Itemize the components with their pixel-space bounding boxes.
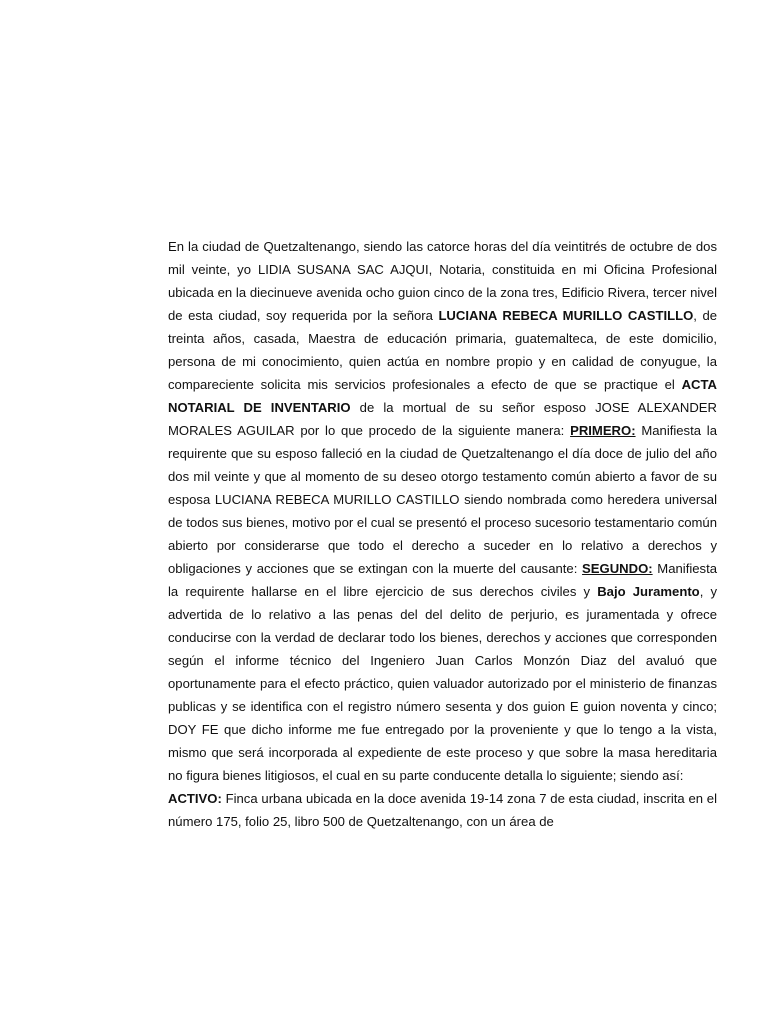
- acta-title: ACTA NOTARIAL DE INVENTARIO: [168, 377, 717, 415]
- heading-segundo: SEGUNDO:: [582, 561, 653, 576]
- heading-primero: PRIMERO:: [570, 423, 636, 438]
- paragraph-activo: [168, 787, 717, 833]
- paragraph-acta-intro: [168, 235, 717, 787]
- text-run: Finca urbana ubicada en la doce avenida 19-14 zona 7 de esta ciudad, inscrita en el número 175, folio 25, libro 500 de Quetzaltenango, con un área de: [168, 791, 717, 829]
- document-body: [168, 235, 717, 833]
- text-run: Manifiesta la requirente hallarse en el libre ejercicio de sus derechos civiles y: [168, 561, 717, 599]
- text-run: Manifiesta la requirente que su esposo falleció en la ciudad de Quetzaltenango el día doce de julio del año dos mil veinte y que al momento de su deseo otorgo testamento común abierto a favor de su esposa LUCIANA REBECA MURILLO CASTILLO siendo nombrada como heredera universal de todos sus bienes, motivo por el cual se presentó el proceso sucesorio testamentario común abierto por considerarse que todo el derecho a suceder en lo relativo a derechos y obligaciones y acciones que se extingan con la muerte del causante:: [168, 423, 717, 576]
- requirente-name: LUCIANA REBECA MURILLO CASTILLO: [438, 308, 694, 323]
- bajo-juramento: Bajo Juramento: [597, 584, 700, 599]
- text-run: de la mortual de su señor esposo JOSE ALEXANDER MORALES AGUILAR por lo que procedo de la siguiente manera:: [168, 400, 717, 438]
- text-run: , y advertida de lo relativo a las penas del del delito de perjurio, es juramentada y ofrece conducirse con la verdad de declarar todo los bienes, derechos y acciones que corresponden según el informe técnico del Ingeniero Juan Carlos Monzón Diaz del avaluó que oportunamente para el efecto práctico, quien valuador autorizado por el ministerio de finanzas publicas y se identifica con el registro número sesenta y dos guion E guion noventa y cinco; DOY FE que dicho informe me fue entregado por la proveniente y que lo tengo a la vista, mismo que será incorporada al expediente de este proceso y que sobre la masa hereditaria no figura bienes litigiosos, el cual en su parte conducente detalla lo siguiente; siendo así:: [168, 584, 718, 783]
- text-run: En la ciudad de Quetzaltenango, siendo las catorce horas del día veintitrés de octubre de dos mil veinte, yo LIDIA SUSANA SAC AJQUI, Notaria, constituida en mi Oficina Profesional ubicada en la diecinueve avenida ocho guion cinco de la zona tres, Edificio Rivera, tercer nivel de esta ciudad, soy requerida por la señora: [168, 239, 717, 323]
- text-run: , de treinta años, casada, Maestra de educación primaria, guatemalteca, de este domicilio, persona de mi conocimiento, quien actúa en nombre propio y en calidad de conyugue, la compareciente solicita mis servicios profesionales a efecto de que se practique el: [168, 308, 718, 392]
- heading-activo: ACTIVO:: [168, 791, 222, 806]
